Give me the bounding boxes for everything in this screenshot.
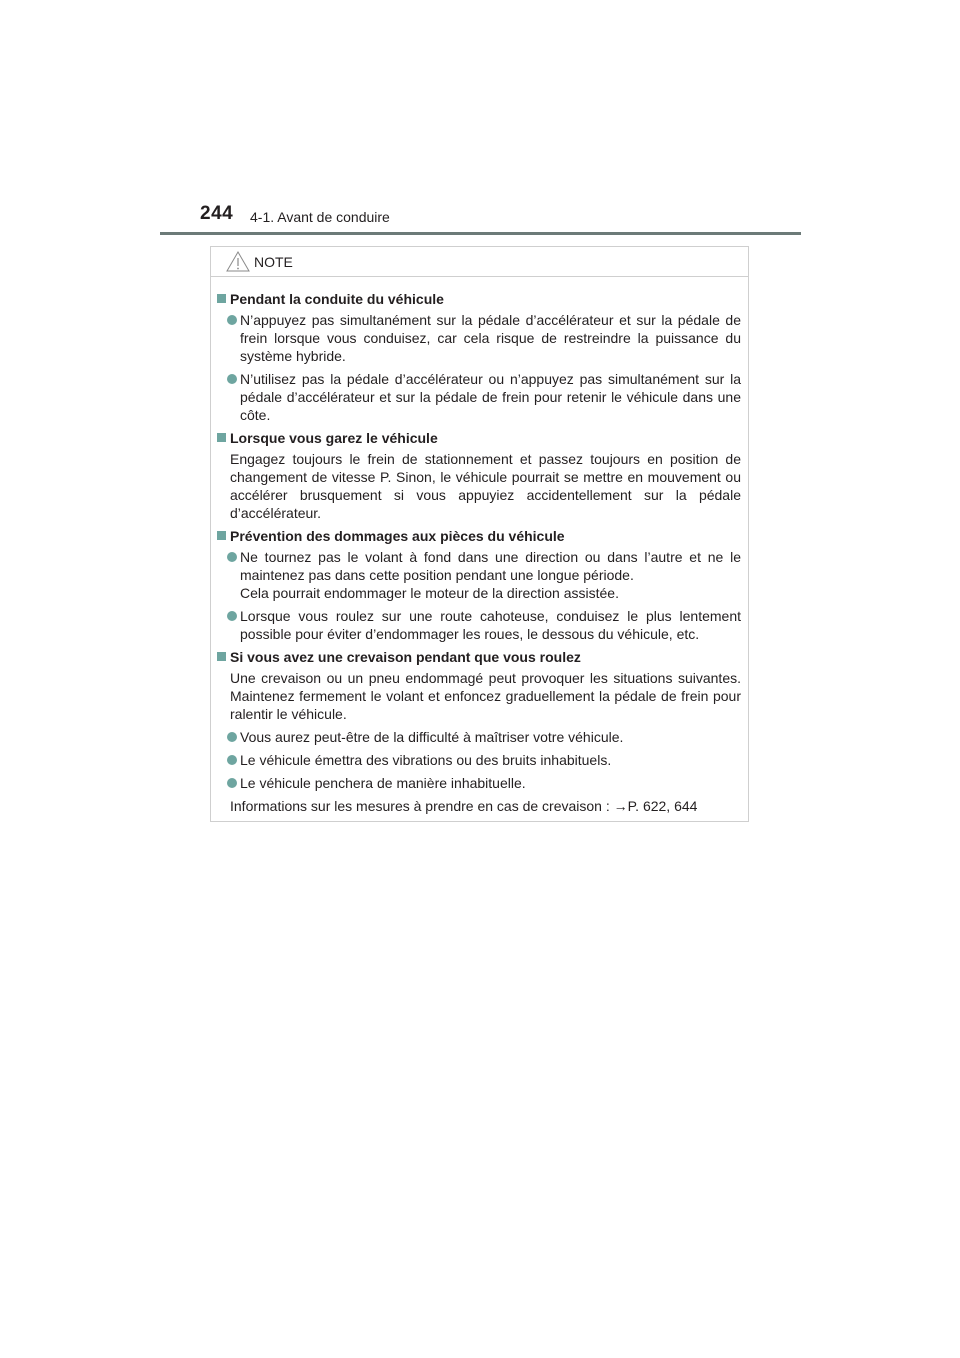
bullet-text: N’utilisez pas la pédale d’accélérateur ou n’appuyez pas simultanément sur la pédale d’accélérateur et sur la pédale de frein pour retenir le véhicule dans une côte. [240, 371, 741, 423]
section-parking [217, 429, 741, 522]
section-title-text: Pendant la conduite du véhicule [230, 291, 444, 307]
section-driving [217, 290, 741, 424]
page-reference[interactable]: Informations sur les mesures à prendre en cas de crevaison : →P. 622, 644 [230, 798, 698, 814]
bullet-item [227, 311, 741, 365]
square-bullet-icon [217, 433, 226, 442]
warning-triangle-icon [226, 251, 250, 272]
bullet-item [227, 548, 741, 602]
bullet-text: Vous aurez peut-être de la difficulté à maîtriser votre véhicule. [240, 729, 624, 745]
bullet-text: N’appuyez pas simultanément sur la pédale d’accélérateur et sur la pédale de frein lorsque vous conduisez, car cela risque de restreindre la puissance du système hybride. [240, 312, 741, 364]
bullet-item [227, 728, 741, 746]
bullet-item [227, 607, 741, 643]
square-bullet-icon [217, 652, 226, 661]
header-rule [160, 232, 801, 235]
section-title [217, 429, 741, 447]
bullet-item [227, 751, 741, 769]
section-title [217, 290, 741, 308]
bullet-text: Le véhicule penchera de manière inhabituelle. [240, 775, 526, 791]
note-box [210, 246, 749, 822]
bullet-dot-icon [227, 315, 237, 325]
bullet-dot-icon [227, 552, 237, 562]
bullet-text: Le véhicule émettra des vibrations ou des bruits inhabituels. [240, 752, 612, 768]
section-title-text: Lorsque vous garez le véhicule [230, 430, 438, 446]
section-title-text: Prévention des dommages aux pièces du véhicule [230, 528, 565, 544]
section-title [217, 527, 741, 545]
section-puncture [217, 648, 741, 815]
paragraph: Une crevaison ou un pneu endommagé peut provoquer les situations suivantes. Maintenez fermement le volant et enfoncez graduellement la pédale de frein pour ralentir le véhicule. [230, 670, 741, 722]
note-header [211, 247, 748, 277]
bullet-dot-icon [227, 611, 237, 621]
bullet-dot-icon [227, 374, 237, 384]
square-bullet-icon [217, 294, 226, 303]
page-number: 244 [200, 203, 234, 224]
bullet-dot-icon [227, 778, 237, 788]
note-title: NOTE [254, 254, 293, 270]
section-title [217, 648, 741, 666]
bullet-extra-text: Cela pourrait endommager le moteur de la direction assistée. [240, 585, 619, 601]
bullet-dot-icon [227, 755, 237, 765]
section-title-text: Si vous avez une crevaison pendant que vous roulez [230, 649, 581, 665]
bullet-text: Lorsque vous roulez sur une route cahoteuse, conduisez le plus lentement possible pour éviter d’endommager les roues, le dessous du véhicule, etc. [240, 608, 741, 642]
paragraph: Engagez toujours le frein de stationnement et passez toujours en position de changement de vitesse P. Sinon, le véhicule pourrait se mettre en mouvement ou accélérer brusquement si vous appuyiez accidentellement sur la pédale d’accélérateur. [230, 451, 741, 521]
bullet-item [227, 370, 741, 424]
square-bullet-icon [217, 531, 226, 540]
bullet-item [227, 774, 741, 792]
note-body [211, 277, 748, 815]
bullet-text: Ne tournez pas le volant à fond dans une direction ou dans l’autre et ne le maintenez pas dans cette position pendant une longue période. [240, 549, 741, 583]
section-damage-prevention [217, 527, 741, 643]
bullet-dot-icon [227, 732, 237, 742]
chapter-title: 4-1. Avant de conduire [250, 209, 390, 225]
